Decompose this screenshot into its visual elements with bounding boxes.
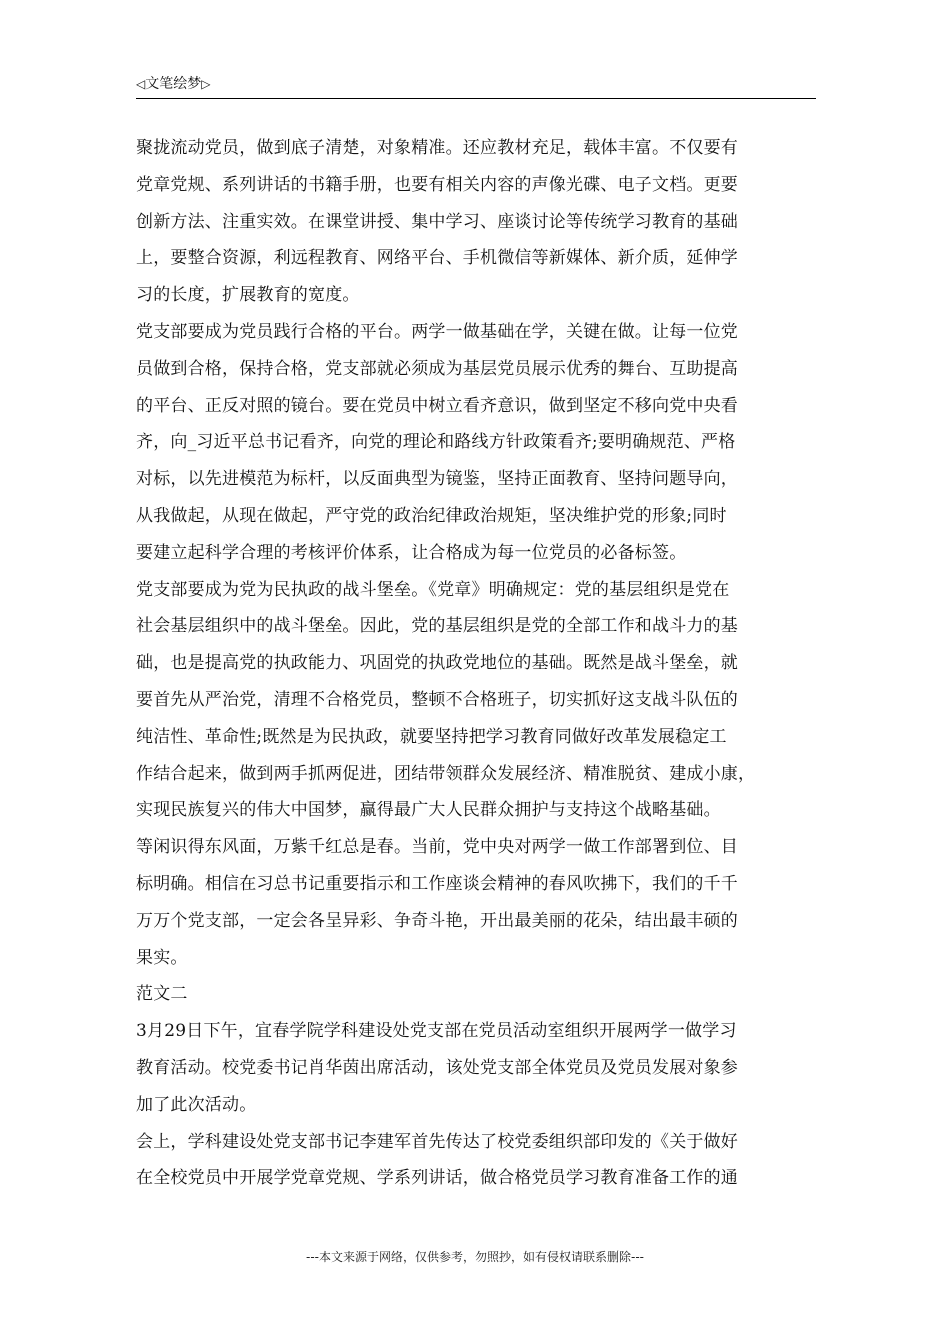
text-line: 等闲识得东风面，万紫千红总是春。当前，党中央对两学一做工作部署到位、目 xyxy=(136,837,738,858)
text-line: 要首先从严治党，清理不合格党员，整顿不合格班子，切实抓好这支战斗队伍的 xyxy=(136,689,738,710)
left-triangle-icon: ◁ xyxy=(136,77,146,91)
text-line: 社会基层组织中的战斗堡垒。因此，党的基层组织是党的全部工作和战斗力的基 xyxy=(136,616,738,637)
header-title: 文笔绘梦 xyxy=(145,76,202,92)
text-line: 党支部要成为党员践行合格的平台。两学一做基础在学，关键在做。让每一位党 xyxy=(136,321,738,342)
right-triangle-icon: ▷ xyxy=(201,77,211,91)
text-line: 要建立起科学合理的考核评价体系，让合格成为每一位党员的必备标签。 xyxy=(136,542,687,563)
text-line: 础，也是提高党的执政能力、巩固党的执政党地位的基础。既然是战斗堡垒，就 xyxy=(136,653,738,674)
text-line: 果实。 xyxy=(136,947,188,968)
text-line: 的平台、正反对照的镜台。要在党员中树立看齐意识，做到坚定不移向党中央看 xyxy=(136,395,738,416)
text-line: 3月29日下午，宜春学院学科建设处党支部在党员活动室组织开展两学一做学习 xyxy=(136,1021,737,1042)
text-line: 纯洁性、革命性;既然是为民执政，就要坚持把学习教育同做好改革发展稳定工 xyxy=(136,726,727,747)
text-line: 聚拢流动党员，做到底子清楚，对象精准。还应教材充足，载体丰富。不仅要有 xyxy=(136,138,738,158)
document-body xyxy=(136,130,816,1197)
text-line: 创新方法、注重实效。在课堂讲授、集中学习、座谈讨论等传统学习教育的基础 xyxy=(136,211,738,232)
text-line: 对标，以先进模范为标杆，以反面典型为镜鉴，坚持正面教育、坚持问题导向， xyxy=(136,469,738,490)
text-line: 作结合起来，做到两手抓两促进，团结带领群众发展经济、精准脱贫、建成小康， xyxy=(136,763,756,784)
text-line: 范文二 xyxy=(136,984,188,1005)
text-line: 标明确。相信在习总书记重要指示和工作座谈会精神的春风吹拂下，我们的千千 xyxy=(136,873,738,894)
text-line: 从我做起，从现在做起，严守党的政治纪律政治规矩，坚决维护党的形象;同时 xyxy=(136,505,727,526)
text-line: 在全校党员中开展学党章党规、学系列讲话，做合格党员学习教育准备工作的通 xyxy=(136,1168,738,1189)
text-line: 员做到合格，保持合格，党支部就必须成为基层党员展示优秀的舞台、互助提高 xyxy=(136,358,738,379)
page-header xyxy=(136,74,816,99)
text-line: 齐，向_习近平总书记看齐，向党的理论和路线方针政策看齐;要明确规范、严格 xyxy=(136,432,736,453)
text-line: 上，要整合资源，利远程教育、网络平台、手机微信等新媒体、新介质，延伸学 xyxy=(136,248,738,269)
text-line: 实现民族复兴的伟大中国梦，赢得最广大人民群众拥护与支持这个战略基础。 xyxy=(136,800,721,821)
text-line: 万万个党支部，一定会各呈异彩、争奇斗艳，开出最美丽的花朵，结出最丰硕的 xyxy=(136,910,738,931)
text-line: 加了此次活动。 xyxy=(136,1094,257,1115)
text-line: 习的长度，扩展教育的宽度。 xyxy=(136,285,360,306)
text-line: 会上，学科建设处党支部书记李建军首先传达了校党委组织部印发的《关于做好 xyxy=(136,1131,738,1152)
text-line: 教育活动。校党委书记肖华茵出席活动，该处党支部全体党员及党员发展对象参 xyxy=(136,1057,738,1078)
page-footer: ---本文来源于网络，仅供参考，勿照抄，如有侵权请联系删除--- xyxy=(306,1250,644,1264)
text-line: 党章党规、系列讲话的书籍手册，也要有相关内容的声像光碟、电子文档。更要 xyxy=(136,174,738,195)
text-line: 党支部要成为党为民执政的战斗堡垒。《党章》明确规定：党的基层组织是党在 xyxy=(136,579,730,600)
